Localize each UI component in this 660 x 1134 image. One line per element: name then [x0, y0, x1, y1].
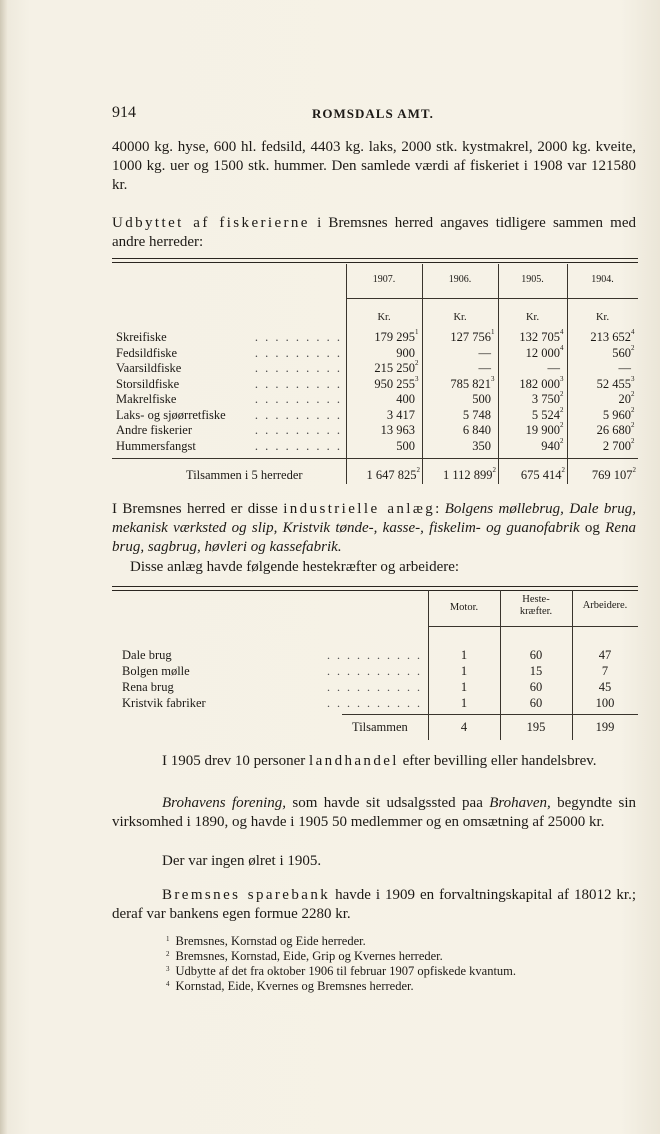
plant-total-arbeidere: 199: [595, 720, 615, 734]
fish-row-label: Makrelfiske: [116, 392, 177, 406]
leader-dots: . . . . . . . . .: [254, 345, 342, 360]
leader-dots: . . . . . . . . . .: [327, 696, 422, 710]
table-top-rule-2: [112, 262, 638, 263]
plant-table-top-rule-2: [112, 590, 638, 591]
fish-row-label: Laks- og sjøørretfiske: [116, 407, 226, 422]
fish-cell: 400: [396, 392, 415, 406]
unit-kr: Kr.: [525, 312, 540, 323]
plant-total-hk: 195: [526, 720, 546, 734]
plant-cell: 1: [460, 664, 468, 678]
fish-total-1906: 1 112 $899^2$: [442, 466, 496, 482]
running-head: ROMSDALS AMT.: [312, 106, 434, 121]
unit-kr: Kr.: [595, 312, 610, 323]
plant-cell: 45: [598, 680, 612, 694]
fish-cell: 500: [396, 438, 415, 453]
fish-cell: 3 417: [386, 407, 415, 422]
leader-dots: . . . . . . . . . .: [327, 680, 422, 694]
fish-cell: 182 $000^3$: [519, 374, 564, 391]
fish-cell: 2 $700^2$: [602, 436, 635, 453]
plant-cell: 1: [460, 696, 468, 710]
plant-cell: 60: [529, 680, 543, 694]
plant-row-label: Kristvik fabriker: [122, 696, 206, 710]
col-1907: 1907.: [372, 274, 396, 285]
footnote: $^3$ Udbytte af det fra oktober 1906 til februar 1907 opfiskede kvantum.: [166, 964, 517, 978]
fish-row-label: Skreifiske: [116, 330, 167, 344]
unit-kr: Kr.: [453, 312, 467, 323]
footnote: $^1$ Bremsnes, Kornstad og Eide herreder.: [166, 934, 366, 948]
fish-total-1905: 675 $414^2$: [520, 466, 565, 482]
leader-dots: . . . . . . . . .: [254, 361, 342, 375]
col-hestekraefter: Heste- kræfter.: [519, 594, 553, 617]
footnote: $^2$ Bremsnes, Kornstad, Eide, Grip og Kvernes herreder.: [166, 949, 443, 963]
fish-cell: 215 $250^2$: [374, 359, 419, 375]
fish-cell: 127 $756^1$: [450, 328, 495, 344]
plant-cell: 47: [598, 648, 612, 662]
fish-cell: 5 748: [462, 407, 491, 422]
col-1905: 1905.: [521, 274, 544, 285]
page-number: 914: [112, 104, 136, 121]
page-gutter-shadow: [0, 0, 8, 1134]
fish-row-label: Fedsildfiske: [116, 345, 178, 360]
col-1904: 1904.: [591, 274, 614, 285]
spaced-heading-landhandel: landhandel: [309, 753, 399, 769]
plant-row-label: Dale brug: [122, 648, 172, 662]
plant-cell: 1: [460, 680, 468, 694]
paragraph-fish-intro: [112, 214, 636, 252]
paragraph-olret: Der var ingen ølret i 1905.: [162, 853, 322, 869]
fish-total-1907: 1 647 $825^2$: [366, 466, 420, 482]
paragraph-landhandel: I 1905 drev 10 personer landhandel efter bevilling eller handelsbrev.: [162, 753, 597, 769]
fish-cell: 213 $652^4$: [590, 328, 635, 344]
fish-cell: $940^2$: [541, 436, 564, 453]
fish-cell: 900: [396, 345, 415, 360]
fish-row-label: Storsildfiske: [116, 376, 180, 391]
footnote: $^4$ Kornstad, Eide, Kvernes og Bremsnes herreder.: [166, 979, 414, 993]
paragraph-sparebank: Bremsnes sparebank havde i 1909 en forvaltningskapital af 18012 kr.; deraf var bankens egen formue 2280 kr.: [112, 887, 636, 922]
spaced-heading-fiskerierne: Udbyttet af fiskerierne: [112, 215, 310, 231]
fish-cell: —: [478, 361, 491, 375]
fish-cell: 52 $455^3$: [596, 374, 635, 391]
fish-row-label: Vaarsildfiske: [116, 361, 182, 375]
fish-row-label: Andre fiskerier: [116, 423, 193, 437]
leader-dots: . . . . . . . . . .: [327, 648, 422, 662]
fish-cell: 950 $255^3$: [374, 374, 419, 391]
fish-cell: 13 963: [380, 423, 415, 437]
fish-cell: $20^2$: [618, 390, 635, 406]
leader-dots: . . . . . . . . . .: [327, 664, 422, 678]
fish-total-1904: 769 $107^2$: [591, 466, 636, 482]
fish-cell: —: [478, 345, 491, 360]
plant-total-motor: 4: [460, 720, 468, 734]
leader-dots: . . . . . . . . .: [254, 438, 342, 453]
fish-cell: 12 $000^4$: [525, 343, 564, 360]
paragraph-fish-intro-text: i Bremsnes herred angaves tidligere sammen med andre herreder:: [112, 215, 636, 250]
fish-cell: 785 $821^3$: [450, 374, 495, 391]
spaced-heading-industrielle: industrielle anlæg: [283, 501, 436, 517]
col-arbeidere: Arbeidere.: [582, 600, 628, 611]
plant-cell: 60: [529, 696, 543, 710]
fish-cell: 500: [472, 392, 491, 406]
paragraph-fish-catch: 40000 kg. hyse, 600 hl. fedsild, 4403 kg. laks, 2000 stk. kystmakrel, 2000 kg. kveite, 1000 kg. uer og 1500 stk. hummer. Den samlede værdi af fiskeriet i 1908 var 121580 kr.: [112, 139, 636, 193]
table-top-rule: [112, 258, 638, 259]
plant-table-top-rule: [112, 586, 638, 587]
fish-cell: 5 $960^2$: [602, 405, 635, 422]
fish-cell: 132 $705^4$: [519, 328, 564, 344]
paragraph-industry: I Bremsnes herred er disse industrielle anlæg: Bolgens møllebrug, Dale brug, mekanisk værksted og slip, Kristvik tønde-, kasse-, fiskelim- og guanofabrik og Rena brug, sagbrug, høvleri og kassefabrik.: [112, 501, 636, 555]
leader-dots: . . . . . . . . .: [254, 330, 342, 344]
fish-cell: 6 840: [462, 423, 491, 437]
plant-cell: 60: [529, 648, 543, 662]
paragraph-plants-intro: Disse anlæg havde følgende hestekræfter og arbeidere:: [130, 559, 460, 575]
col-1906: 1906.: [448, 274, 472, 285]
unit-kr: Kr.: [377, 312, 391, 323]
fish-cell: —: [547, 361, 560, 375]
leader-dots: . . . . . . . . .: [254, 392, 342, 406]
plant-cell: 1: [460, 648, 468, 662]
fish-cell: 179 $295^1$: [374, 328, 419, 344]
leader-dots: . . . . . . . . .: [254, 423, 342, 437]
fish-total-label: Tilsammen i 5 herreder: [186, 468, 303, 482]
col-motor: Motor.: [449, 602, 479, 613]
plant-cell: 100: [595, 696, 615, 710]
fish-cell: 350: [472, 438, 491, 453]
fish-cell: 26 $680^2$: [596, 421, 635, 437]
fish-row-label: Hummersfangst: [116, 438, 196, 453]
fish-cell: 3 $750^2$: [531, 390, 564, 406]
leader-dots: . . . . . . . . .: [254, 376, 342, 391]
leader-dots: . . . . . . . . .: [254, 407, 342, 422]
paragraph-brohavens: Brohavens forening, som havde sit udsalgssted paa Brohaven, begyndte sin virksomhed i 1890, og havde i 1905 50 medlemmer og en omsætning af 25000 kr.: [112, 795, 636, 830]
plant-cell: 15: [529, 664, 543, 678]
fish-cell: $560^2$: [612, 343, 635, 360]
fish-cell: 19 $900^2$: [525, 421, 564, 437]
plant-row-label: Bolgen mølle: [122, 664, 190, 678]
plant-cell: 7: [601, 664, 609, 678]
plant-total-label: Tilsammen: [352, 720, 408, 734]
fish-cell: 5 $524^2$: [531, 405, 564, 422]
page-header: [112, 104, 632, 124]
spaced-heading-sparebank: Bremsnes sparebank: [162, 887, 331, 903]
fish-cell: —: [618, 361, 631, 375]
plant-row-label: Rena brug: [122, 680, 174, 694]
